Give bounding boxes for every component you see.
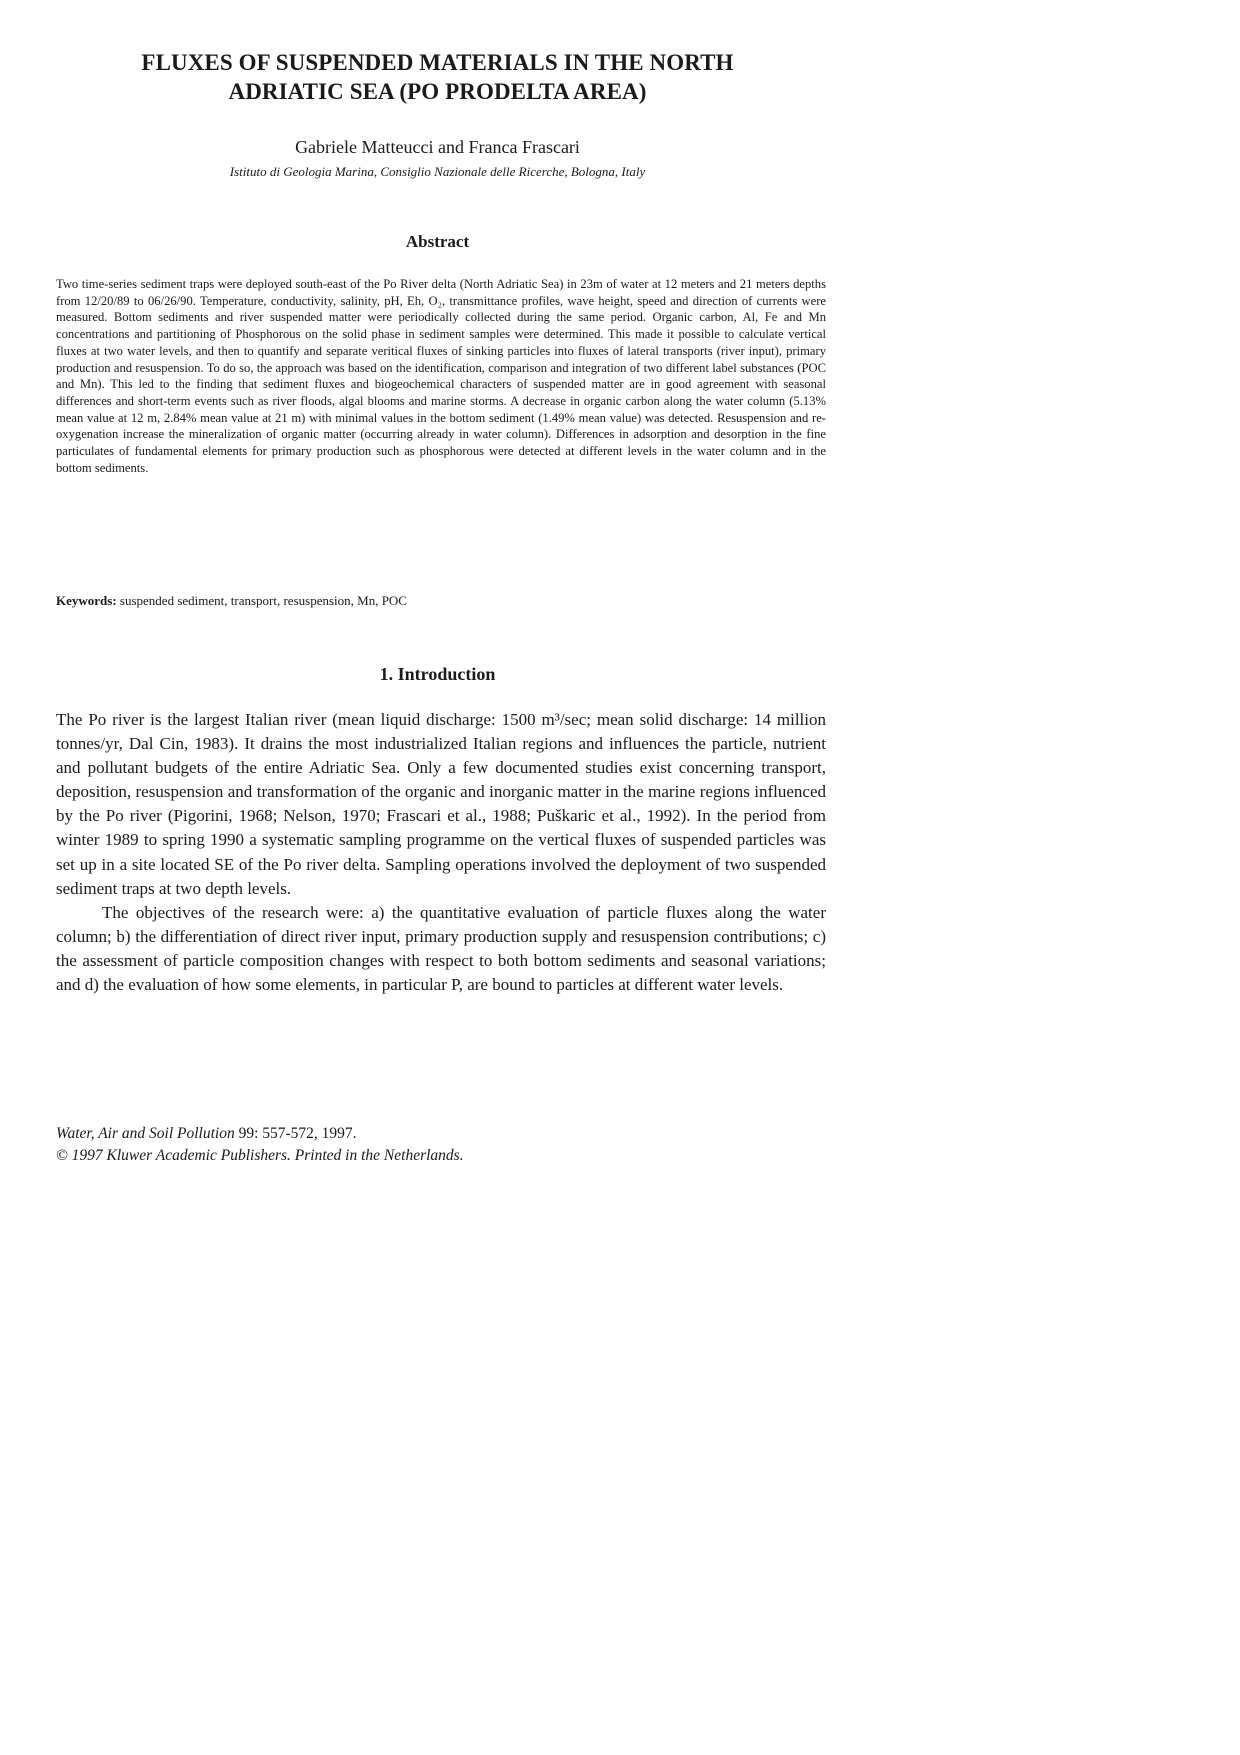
journal-name: Water, Air and Soil Pollution (56, 1125, 235, 1142)
citation-footer (56, 1123, 756, 1167)
introduction-heading: 1. Introduction (379, 664, 496, 684)
keywords-label: Keywords: (56, 593, 117, 608)
introduction-body (56, 708, 826, 997)
keywords-value: suspended sediment, transport, resuspension, Mn, POC (119, 593, 407, 608)
affiliation: Istituto di Geologia Marina, Consiglio Nazionale delle Ricerche, Bologna, Italy (229, 164, 646, 179)
paper-title (100, 48, 775, 106)
authors: Gabriele Matteucci and Franca Frascari (295, 137, 580, 157)
abstract-text: Two time-series sediment traps were deployed south-east of the Po River delta (North Adriatic Sea) in 23m of water at 12 meters and 21 meters depths from 12/20/89 to 06/26/90. Temperature, conductivity, salinity, pH, Eh, O₂, transmittance profiles, wave height, speed and direction of currents were measured. Bottom sediments and river suspended matter were periodically collected during the same period. Organic carbon, Al, Fe and Mn concentrations and partitioning of Phosphorous on the solid phase in sediment samples were determined. This made it possible to calculate vertical fluxes at two water levels, and then to quantify and separate veritical fluxes of sinking particles into fluxes of lateral transports (river input), primary production and resuspension. To do so, the approach was based on the identification, comparison and integration of two different label substances (POC and Mn). This led to the finding that sediment fluxes and biogeochemical characters of suspended matter are in good agreement with seasonal differences and short-term events such as river floods, algal blooms and marine storms. A decrease in organic carbon along the water column (5.13% mean value at 12 m, 2.84% mean value at 21 m) with minimal values in the bottom sediment (1.49% mean value) was detected. Resuspension and re-oxygenation increase the mineralization of organic matter (occurring already in water column). Differences in adsorption and desorption in the fine particulates of fundamental elements for primary production such as phosphorous were detected at different levels in the water column and in the bottom sediments. (56, 277, 826, 475)
title-line-2: ADRIATIC SEA (PO PRODELTA AREA) (228, 79, 647, 104)
introduction-paragraph-2: The objectives of the research were: a) the quantitative evaluation of particle fluxes along the water column; b) the differentiation of direct river input, primary production supply and resuspension contributions; c) the assessment of particle composition changes with respect to both bottom sediments and seasonal variations; and d) the evaluation of how some elements, in particular P, are bound to particles at different water levels. (56, 902, 826, 995)
abstract-heading: Abstract (405, 232, 470, 251)
journal-pages-year: : 557-572, 1997. (254, 1125, 357, 1142)
copyright-line: © 1997 Kluwer Academic Publishers. Printed in the Netherlands. (56, 1147, 464, 1164)
introduction-paragraph-1: The Po river is the largest Italian river (mean liquid discharge: 1500 m³/sec; mean solid discharge: 14 million tonnes/yr, Dal Cin, 1983). It drains the most industrialized Italian regions and influences the particle, nutrient and pollutant budgets of the entire Adriatic Sea. Only a few documented studies exist concerning transport, deposition, resuspension and transformation of the organic and inorganic matter in the marine regions influenced by the Po river (Pigorini, 1968; Nelson, 1970; Frascari et al., 1988; Puškaric et al., 1992). In the period from winter 1989 to spring 1990 a systematic sampling programme on the vertical fluxes of suspended particles was set up in a site located SE of the Po river delta. Sampling operations involved the deployment of two suspended sediment traps at two depth levels. (56, 710, 826, 898)
journal-volume: 99 (238, 1125, 255, 1142)
title-line-1: FLUXES OF SUSPENDED MATERIALS IN THE NORTH (141, 50, 734, 75)
keywords (56, 592, 826, 610)
